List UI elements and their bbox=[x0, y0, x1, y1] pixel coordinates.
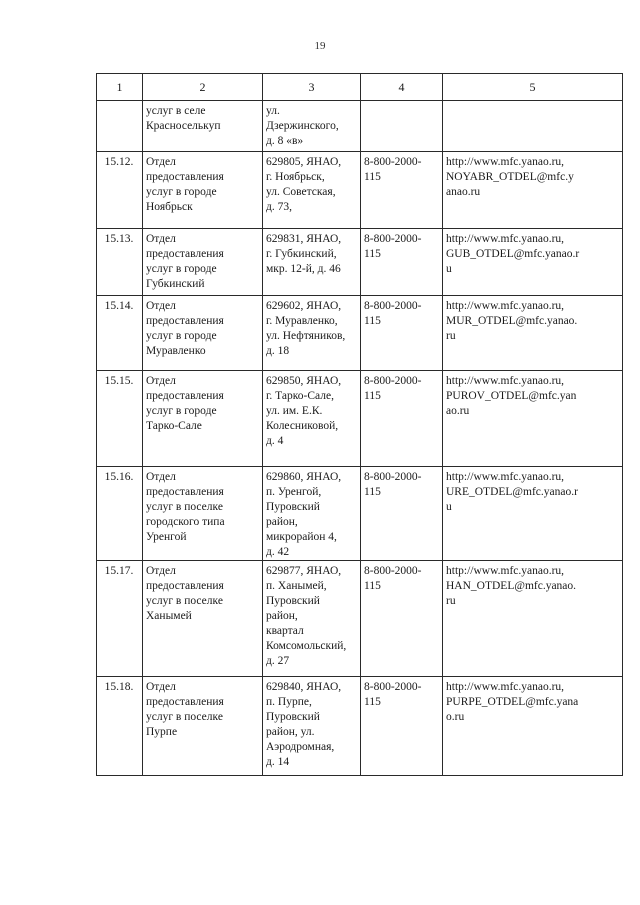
office-name-cell bbox=[143, 152, 263, 229]
office-name-cell bbox=[143, 296, 263, 371]
contacts-text: http://www.mfc.yanao.ru, PUROV_OTDEL@mfc.yan ao.ru bbox=[446, 375, 577, 417]
phone-cell bbox=[361, 561, 443, 677]
phone-cell bbox=[361, 296, 443, 371]
address-text: 629805, ЯНАО, г. Ноябрьск, ул. Советская, д. 73, bbox=[266, 156, 342, 213]
phone-cell bbox=[361, 467, 443, 561]
contacts-text: http://www.mfc.yanao.ru, GUB_OTDEL@mfc.yanao.r u bbox=[446, 233, 580, 275]
row-number-cell bbox=[97, 229, 143, 296]
contacts-text: http://www.mfc.yanao.ru, PURPE_OTDEL@mfc.yana o.ru bbox=[446, 681, 579, 723]
row-number-cell bbox=[97, 677, 143, 776]
page-number: 19 bbox=[314, 40, 326, 52]
address-text: 629831, ЯНАО, г. Губкинский, мкр. 12-й, д. 46 bbox=[266, 233, 342, 275]
phone-text: 8-800-2000- 115 bbox=[364, 681, 422, 708]
contacts-text: http://www.mfc.yanao.ru, MUR_OTDEL@mfc.yanao. ru bbox=[446, 300, 578, 342]
address-text: 629850, ЯНАО, г. Тарко-Сале, ул. им. Е.К. Колесниковой, д. 4 bbox=[266, 375, 342, 447]
row-number-cell bbox=[97, 101, 143, 152]
address-cell bbox=[263, 561, 361, 677]
address-text: 629602, ЯНАО, г. Муравленко, ул. Нефтяников, д. 18 bbox=[266, 300, 346, 357]
column-header-name: 2 bbox=[143, 74, 263, 101]
table-header-row bbox=[97, 74, 623, 101]
contacts-cell bbox=[443, 561, 623, 677]
row-number-text: 15.12. bbox=[104, 156, 134, 168]
row-number-cell bbox=[97, 296, 143, 371]
row-number-cell bbox=[97, 371, 143, 467]
row-number-cell bbox=[97, 152, 143, 229]
phone-cell bbox=[361, 101, 443, 152]
address-text: ул. Дзержинского, д. 8 «в» bbox=[266, 105, 339, 147]
row-number-text: 15.14. bbox=[104, 300, 134, 312]
phone-cell bbox=[361, 677, 443, 776]
phone-text: 8-800-2000- 115 bbox=[364, 300, 422, 327]
phone-text: 8-800-2000- 115 bbox=[364, 156, 422, 183]
office-name-text: Отдел предоставления услуг в городе Ноябрьск bbox=[146, 156, 224, 213]
contacts-cell bbox=[443, 371, 623, 467]
row-number-text: 15.17. bbox=[104, 565, 134, 577]
office-name-cell bbox=[143, 561, 263, 677]
contacts-cell bbox=[443, 101, 623, 152]
office-name-cell bbox=[143, 467, 263, 561]
office-name-text: Отдел предоставления услуг в поселке городского типа Уренгой bbox=[146, 471, 225, 543]
office-name-text: Отдел предоставления услуг в городе Губкинский bbox=[146, 233, 224, 290]
phone-cell bbox=[361, 371, 443, 467]
row-number-text: 15.13. bbox=[104, 233, 134, 245]
row-number-cell bbox=[97, 467, 143, 561]
phone-text: 8-800-2000- 115 bbox=[364, 471, 422, 498]
phone-text: 8-800-2000- 115 bbox=[364, 375, 422, 402]
office-name-text: Отдел предоставления услуг в поселке Пурпе bbox=[146, 681, 224, 738]
row-number-text: 15.16. bbox=[104, 471, 134, 483]
table-row bbox=[97, 371, 623, 467]
office-name-cell bbox=[143, 371, 263, 467]
mfc-offices-table bbox=[96, 73, 623, 776]
table-row bbox=[97, 467, 623, 561]
table-row bbox=[97, 296, 623, 371]
phone-text: 8-800-2000- 115 bbox=[364, 233, 422, 260]
column-header-phone: 4 bbox=[361, 74, 443, 101]
office-name-cell bbox=[143, 677, 263, 776]
address-text: 629877, ЯНАО, п. Ханымей, Пуровский район, квартал Комсомольский, д. 27 bbox=[266, 565, 347, 667]
address-text: 629840, ЯНАО, п. Пурпе, Пуровский район, ул. Аэродромная, д. 14 bbox=[266, 681, 342, 768]
column-header-number: 1 bbox=[97, 74, 143, 101]
contacts-text: http://www.mfc.yanao.ru, URE_OTDEL@mfc.yanao.r u bbox=[446, 471, 578, 513]
row-number-text: 15.18. bbox=[104, 681, 134, 693]
address-cell bbox=[263, 152, 361, 229]
office-name-cell bbox=[143, 229, 263, 296]
office-name-text: услуг в селе Красноселькуп bbox=[146, 105, 221, 132]
phone-text: 8-800-2000- 115 bbox=[364, 565, 422, 592]
contacts-text: http://www.mfc.yanao.ru, NOYABR_OTDEL@mfc.y anao.ru bbox=[446, 156, 574, 198]
contacts-cell bbox=[443, 229, 623, 296]
address-cell bbox=[263, 677, 361, 776]
table-row bbox=[97, 101, 623, 152]
address-cell bbox=[263, 296, 361, 371]
row-number-text: 15.15. bbox=[104, 375, 134, 387]
column-header-address: 3 bbox=[263, 74, 361, 101]
table-row bbox=[97, 152, 623, 229]
contacts-cell bbox=[443, 152, 623, 229]
address-cell bbox=[263, 101, 361, 152]
office-name-text: Отдел предоставления услуг в городе Тарко-Сале bbox=[146, 375, 224, 432]
column-header-contacts: 5 bbox=[443, 74, 623, 101]
table-row bbox=[97, 677, 623, 776]
address-cell bbox=[263, 229, 361, 296]
contacts-text: http://www.mfc.yanao.ru, HAN_OTDEL@mfc.yanao. ru bbox=[446, 565, 577, 607]
table-row bbox=[97, 229, 623, 296]
contacts-cell bbox=[443, 677, 623, 776]
office-name-text: Отдел предоставления услуг в поселке Ханымей bbox=[146, 565, 224, 622]
office-name-cell bbox=[143, 101, 263, 152]
table-row bbox=[97, 561, 623, 677]
address-text: 629860, ЯНАО, п. Уренгой, Пуровский район, микрорайон 4, д. 42 bbox=[266, 471, 342, 558]
office-name-text: Отдел предоставления услуг в городе Муравленко bbox=[146, 300, 224, 357]
contacts-cell bbox=[443, 296, 623, 371]
phone-cell bbox=[361, 152, 443, 229]
contacts-cell bbox=[443, 467, 623, 561]
row-number-cell bbox=[97, 561, 143, 677]
address-cell bbox=[263, 467, 361, 561]
address-cell bbox=[263, 371, 361, 467]
phone-cell bbox=[361, 229, 443, 296]
